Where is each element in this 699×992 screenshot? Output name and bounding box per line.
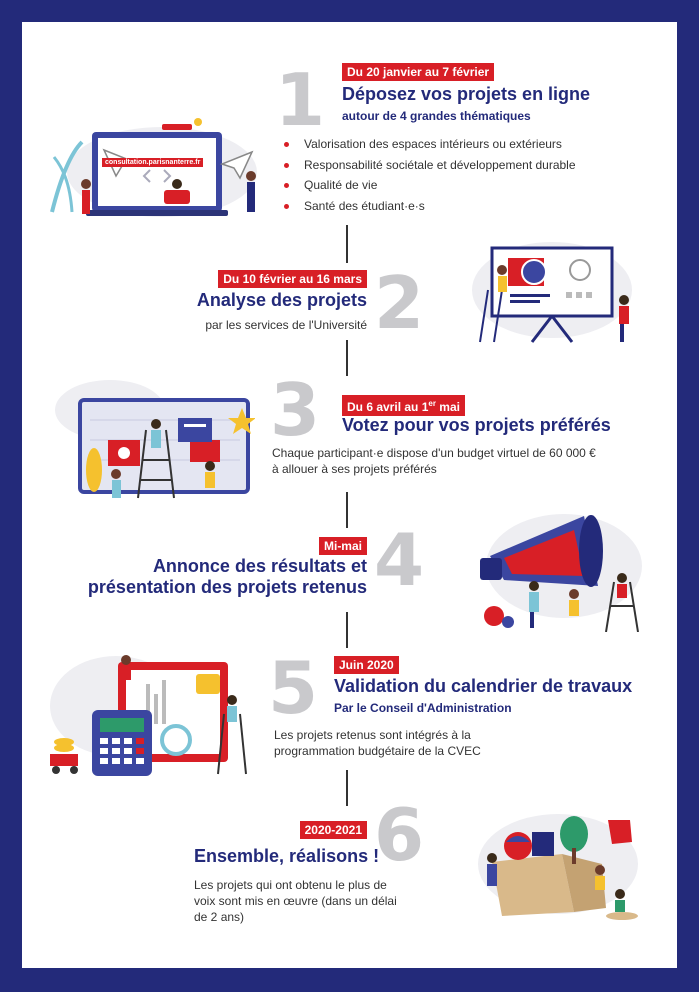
bullet-dot-icon (284, 204, 289, 209)
step-number-3: 3 (270, 368, 321, 452)
laptop-illustration (42, 112, 262, 222)
step-date-tag: Juin 2020 (334, 656, 399, 674)
timeline-connector (346, 340, 348, 376)
list-item: Santé des étudiant·e·s (282, 196, 576, 217)
step-date-tag: 2020-2021 (300, 821, 367, 839)
step-title: Annonce des résultats et présentation des projets retenus (87, 556, 367, 597)
infographic-page (22, 22, 677, 968)
step-number-1: 1 (275, 58, 326, 142)
megaphone-illustration (474, 506, 644, 632)
step-title: Déposez vos projets en ligne (342, 84, 591, 104)
step-date-tag: Du 6 avril au 1er mai (342, 395, 465, 416)
step-date-tag: Mi-mai (319, 537, 367, 555)
step-number-2: 2 (374, 261, 425, 345)
step-number-5: 5 (268, 646, 319, 730)
timeline-connector (346, 612, 348, 648)
projects-box-illustration (462, 802, 642, 920)
bullet-dot-icon (284, 163, 289, 168)
timeline-connector (346, 770, 348, 806)
step-date-tag: Du 10 février au 16 mars (218, 270, 367, 288)
step-number-6: 6 (374, 793, 425, 877)
timeline-connector (346, 492, 348, 528)
presentation-board-illustration (462, 230, 637, 345)
step-subtitle: Par le Conseil d'Administration (334, 701, 512, 715)
step-title: Analyse des projets (196, 290, 367, 310)
list-item: Qualité de vie (282, 175, 576, 196)
step-subtitle: autour de 4 grandes thématiques (342, 109, 531, 123)
budget-calculator-illustration (46, 644, 260, 780)
step-title: Validation du calendrier de travaux (334, 676, 633, 696)
step-title: Ensemble, réalisons ! (194, 846, 380, 866)
step-description: Les projets retenus sont intégrés à la programmation budgétaire de la CVEC (274, 728, 481, 758)
step-title: Votez pour vos projets préférés (342, 415, 611, 435)
list-item: Valorisation des espaces intérieurs ou extérieurs (282, 134, 576, 155)
bullet-dot-icon (284, 142, 289, 147)
step-description: par les services de l'Université (205, 318, 367, 332)
timeline-connector (346, 225, 348, 263)
voting-board-illustration (50, 370, 255, 500)
step-description: Chaque participant·e dispose d'un budget virtuel de 60 000 € à allouer à ses projets préférés (272, 446, 596, 476)
list-item: Responsabilité sociétale et développement durable (282, 155, 576, 176)
url-label: consultation.parisnanterre.fr (102, 158, 203, 167)
step-description: Les projets qui ont obtenu le plus de voix sont mis en œuvre (dans un délai de 2 ans) (194, 878, 397, 924)
themes-list (282, 134, 576, 216)
bullet-dot-icon (284, 183, 289, 188)
step-date-tag: Du 20 janvier au 7 février (342, 63, 494, 81)
step-number-4: 4 (374, 518, 425, 602)
